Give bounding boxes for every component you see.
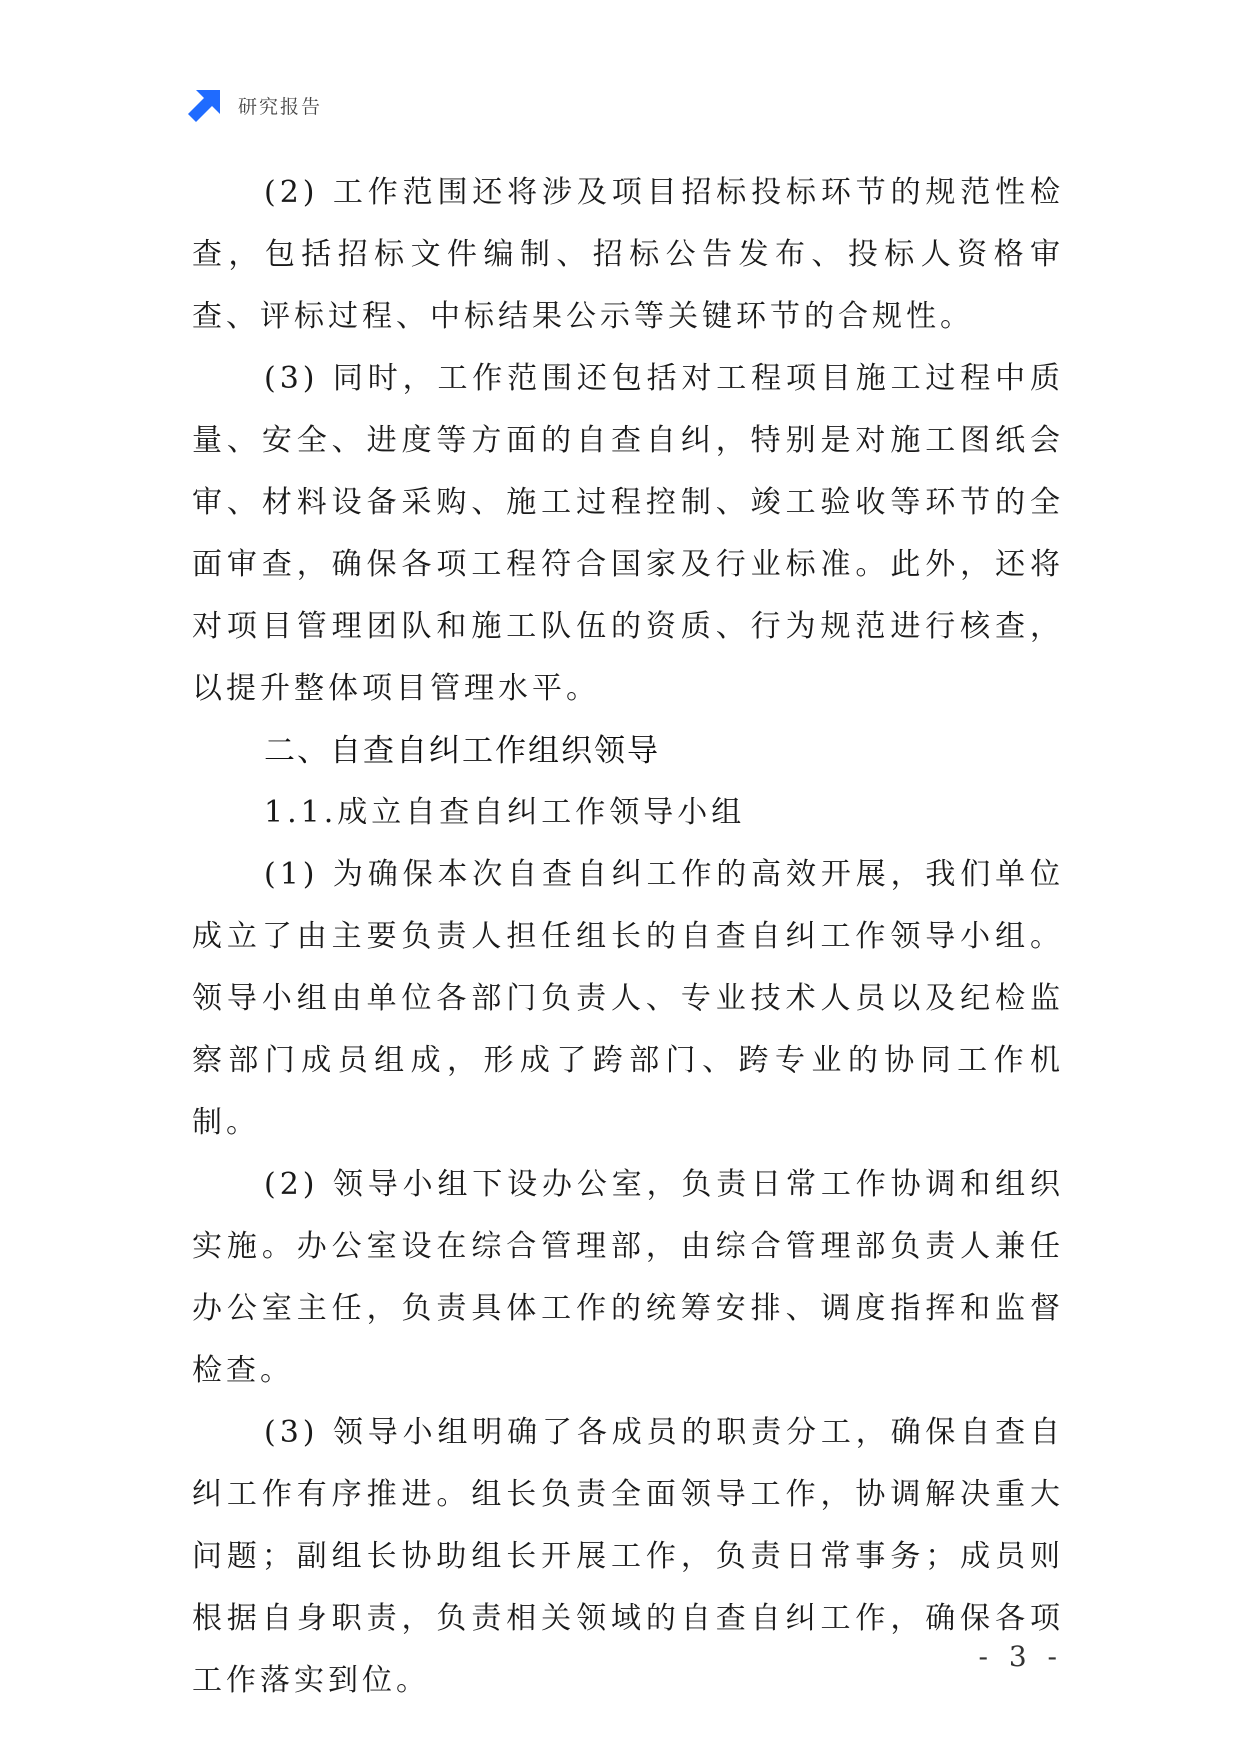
paragraph-leading-group: (1) 为确保本次自查自纠工作的高效开展，我们单位成立了由主要负责人担任组长的自查自纠工作领导小组。领导小组由单位各部门负责人、专业技术人员以及纪检监察部门成员组成，形成了跨部门、跨专业的协同工作机制。 [192, 857, 1064, 1140]
paragraph-scope-bidding: (2) 工作范围还将涉及项目招标投标环节的规范性检查，包括招标文件编制、招标公告发布、投标人资格审查、评标过程、中标结果公示等关键环节的合规性。 [192, 175, 1064, 334]
paragraph-responsibilities: (3) 领导小组明确了各成员的职责分工，确保自查自纠工作有序推进。组长负责全面领导工作，协调解决重大问题；副组长协助组长开展工作，负责日常事务；成员则根据自身职责，负责相关领域的自查自纠工作，确保各项工作落实到位。 [192, 1415, 1064, 1698]
document-body [192, 162, 1064, 1712]
paragraph-scope-construction: (3) 同时，工作范围还包括对工程项目施工过程中质量、安全、进度等方面的自查自纠，特别是对施工图纸会审、材料设备采购、施工过程控制、竣工验收等环节的全面审查，确保各项工程符合国家及行业标准。此外，还将对项目管理团队和施工队伍的资质、行为规范进行核查，以提升整体项目管理水平。 [192, 361, 1064, 706]
section-heading: 二、自查自纠工作组织领导 [264, 733, 660, 769]
header-title: 研究报告 [238, 95, 323, 118]
page-number: - 3 - [978, 1640, 1063, 1673]
arrow-up-right-icon [188, 88, 222, 122]
subsection-heading: 1.1.成立自查自纠工作领导小组 [264, 795, 746, 830]
page-header [188, 88, 322, 122]
paragraph-office: (2) 领导小组下设办公室，负责日常工作协调和组织实施。办公室设在综合管理部，由综合管理部负责人兼任办公室主任，负责具体工作的统筹安排、调度指挥和监督检查。 [192, 1167, 1064, 1388]
